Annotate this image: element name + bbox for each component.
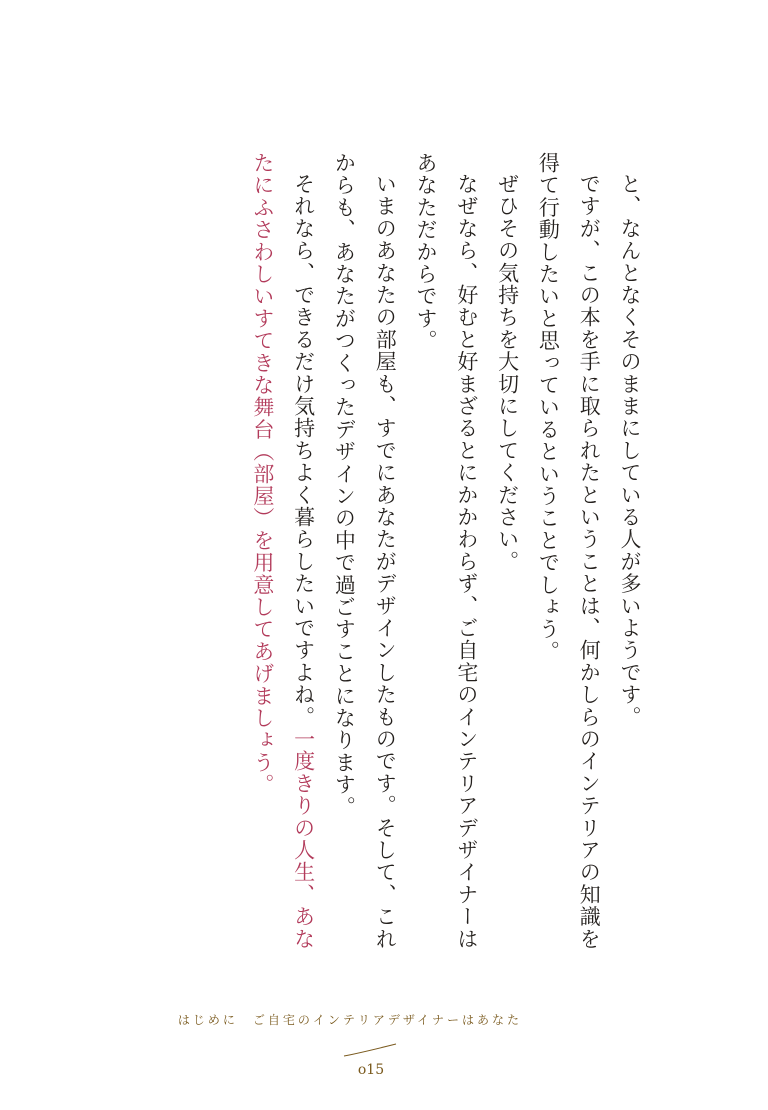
highlighted-text: 一度きりの人生、あなたにふさわしいすてきな舞台（部屋）を用意してあげましょう。 xyxy=(250,152,316,950)
paragraph-6 xyxy=(242,152,324,952)
paragraph-4: なぜなら、好むと好まざるとにかかわらず、ご自宅のインテリアデザイナーはあなただからです。 xyxy=(414,152,479,950)
paragraph-1: と、なんとなくそのままにしている人が多いようです。 xyxy=(618,173,642,728)
paragraph-6-text: それなら、できるだけ気持ちよく暮らしたいですよね。 xyxy=(291,173,316,728)
paragraph-2: ですが、この本を手に取られたということは、何かしらのインテリアの知識を得て行動したいと思っているということでしょう。 xyxy=(536,152,602,950)
body-text xyxy=(110,152,650,952)
running-head: はじめに ご自宅のインテリアデザイナーはあなた xyxy=(177,1013,522,1027)
paragraph-3: ぜひその気持ちを大切にしてください。 xyxy=(495,173,520,573)
paragraph-5: いまのあなたの部屋も、すでにあなたがデザインしたものです。そして、これからも、あなたがつくったデザインの中で過ごすことになります。 xyxy=(332,152,398,950)
folio-rule-decoration xyxy=(342,1042,398,1058)
page-number: o15 xyxy=(357,1062,385,1078)
